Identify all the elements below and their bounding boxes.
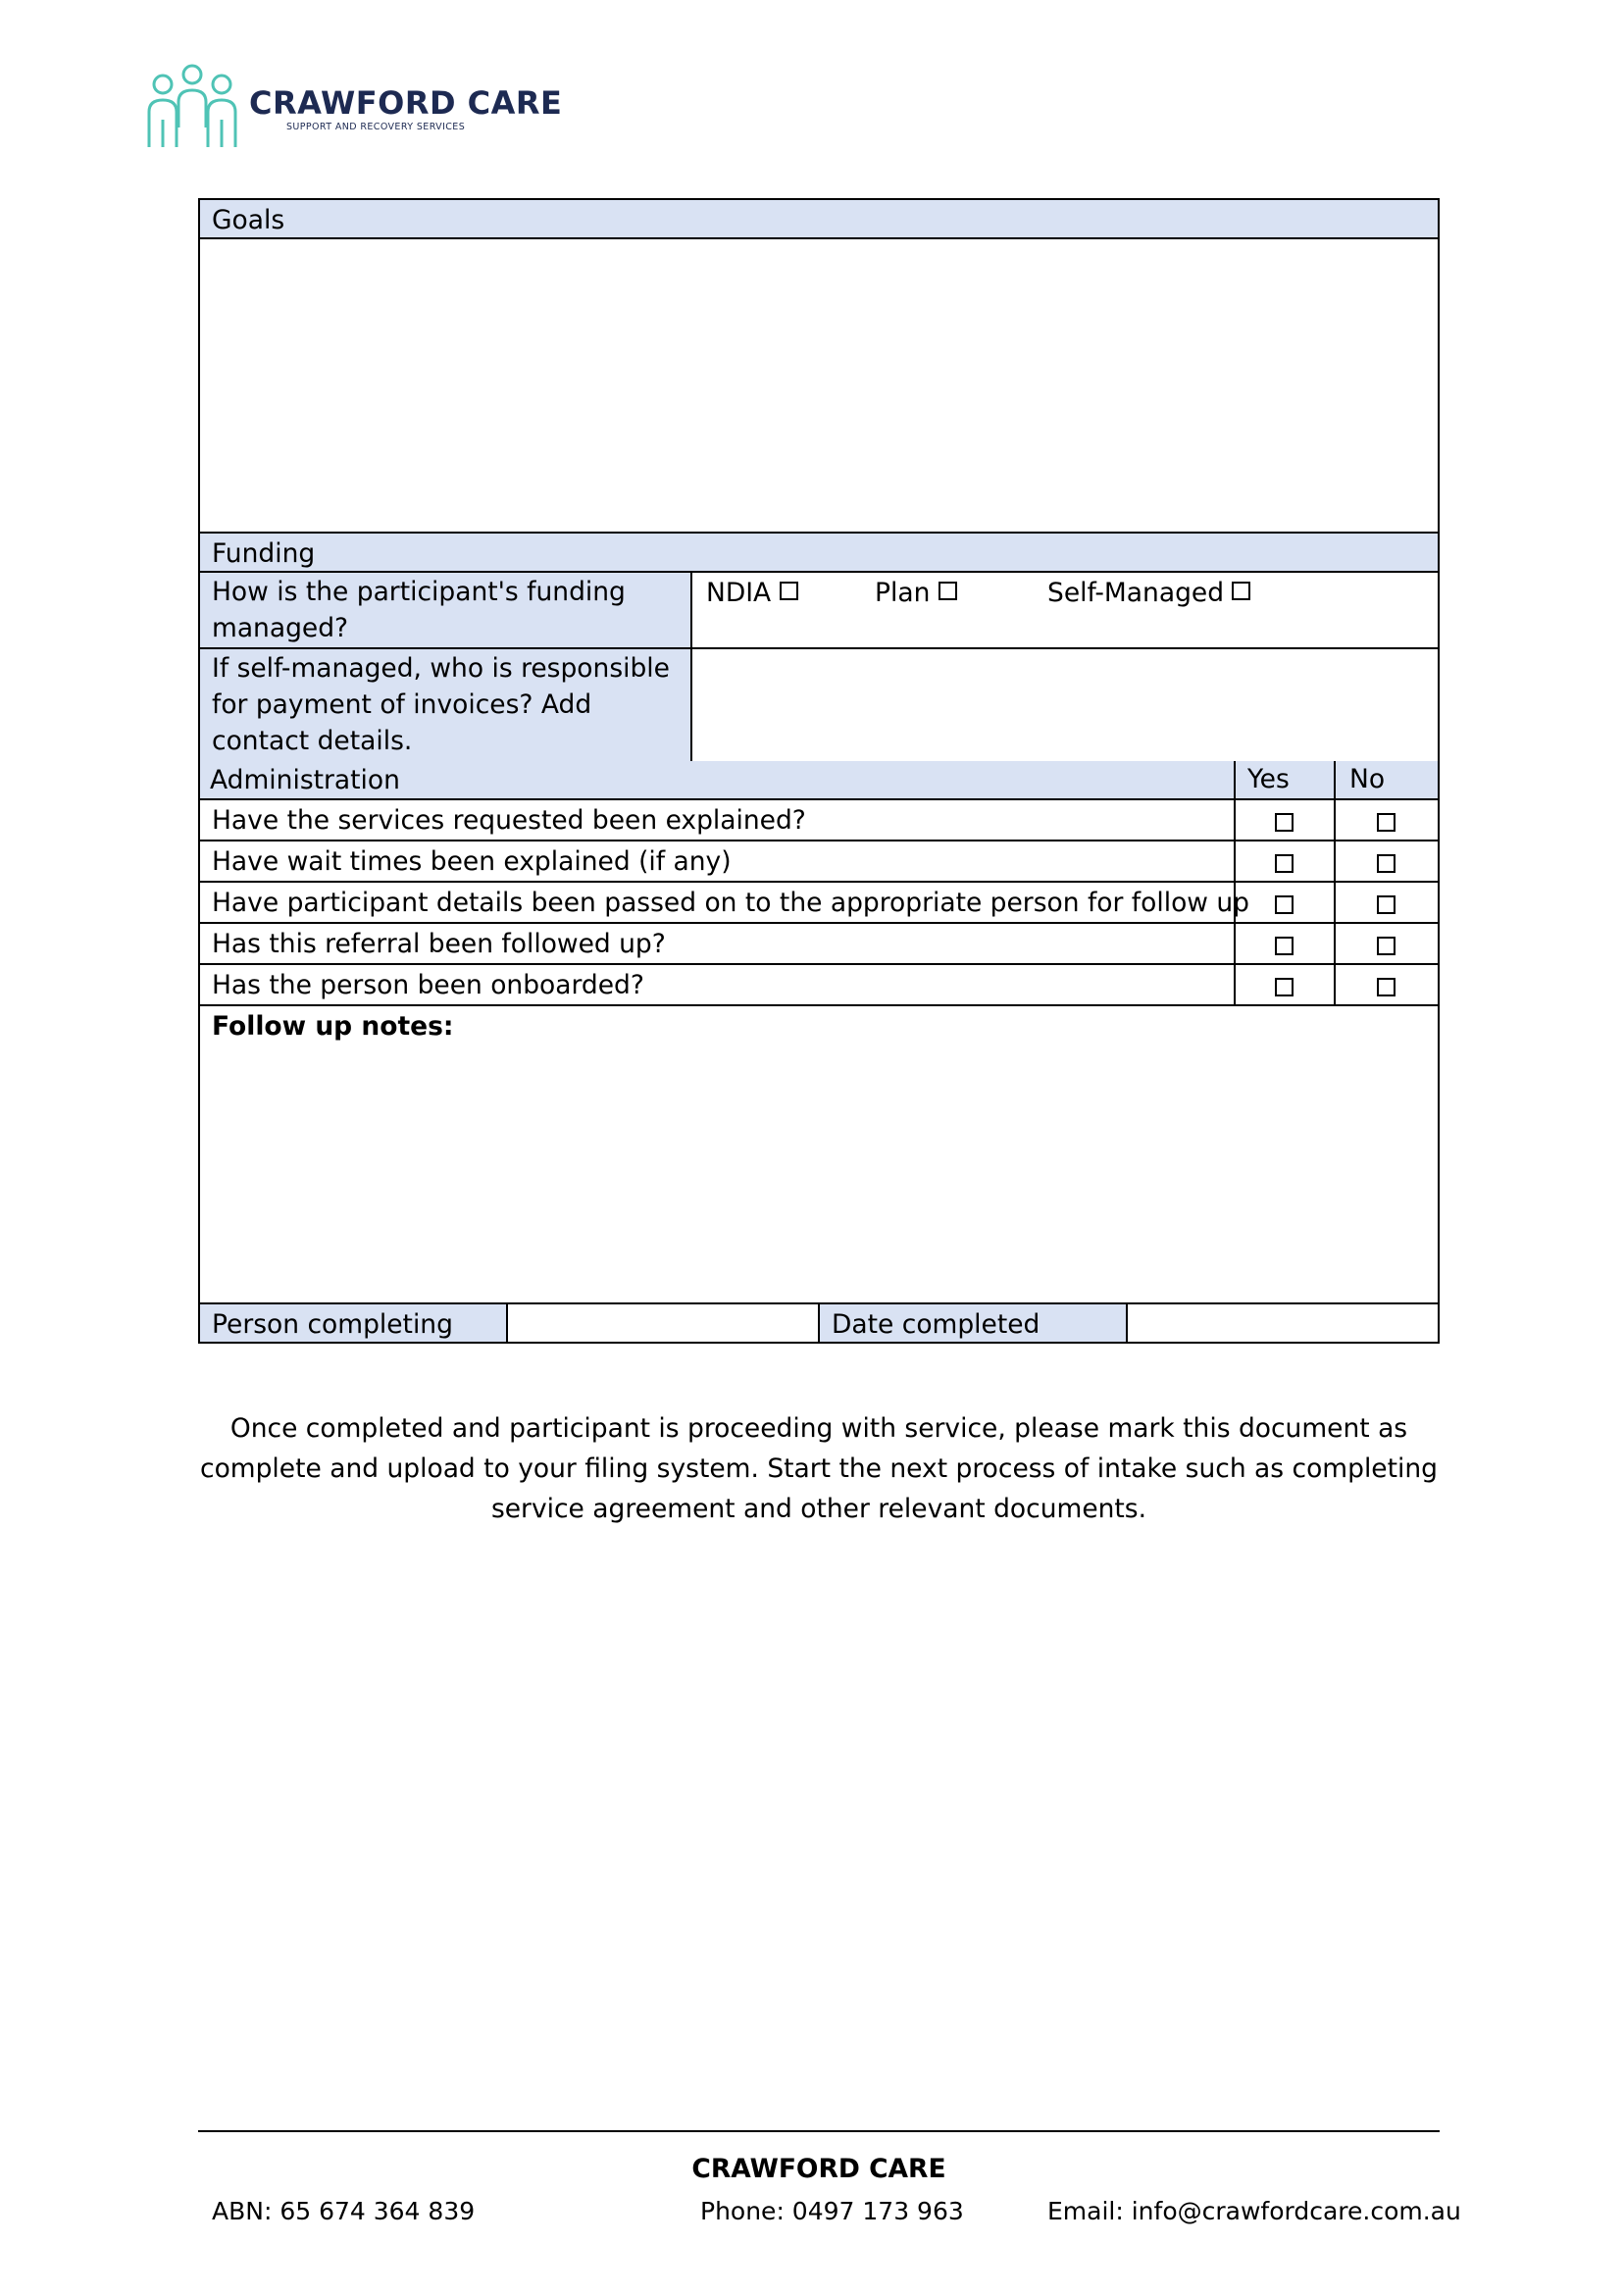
table-row (198, 798, 1440, 841)
administration-label-cell (198, 761, 1234, 800)
self-managed-checkbox[interactable] (1232, 582, 1250, 600)
invoice-payment-question: If self-managed, who is responsible for payment of invoices? Add contact details. (198, 647, 692, 763)
yes-checkbox[interactable] (1275, 978, 1294, 996)
goals-field[interactable] (198, 237, 1440, 534)
brand-tagline: SUPPORT AND RECOVERY SERVICES (286, 122, 466, 132)
admin-question: Has the person been onboarded? (212, 970, 644, 1000)
no-header: No (1334, 761, 1440, 800)
funding-method-question: How is the participant's funding managed? (198, 571, 692, 649)
yes-header: Yes (1234, 761, 1336, 800)
date-completed-label-cell (818, 1302, 1128, 1344)
administration-header (198, 761, 1440, 800)
table-row (198, 840, 1440, 883)
plan-checkbox[interactable] (939, 582, 957, 600)
person-completing-label-cell (198, 1302, 508, 1344)
table-row (198, 881, 1440, 924)
instructions-paragraph: Once completed and participant is proceeding with service, please mark this document as complete and upload to your filing system. Start the next process of intake such as completing service agreement and other relevant documents. (200, 1413, 1438, 1524)
goals-label: Goals (212, 205, 285, 235)
yes-checkbox[interactable] (1275, 854, 1294, 873)
brand-name: CRAWFORD CARE (249, 84, 563, 122)
no-checkbox[interactable] (1377, 937, 1396, 955)
admin-question: Have wait times been explained (if any) (212, 846, 732, 877)
no-checkbox[interactable] (1377, 978, 1396, 996)
follow-up-notes-label: Follow up notes: (212, 1011, 454, 1042)
yes-checkbox[interactable] (1275, 937, 1294, 955)
people-icon (143, 63, 241, 149)
yes-checkbox[interactable] (1275, 895, 1294, 914)
person-completing-label: Person completing (212, 1309, 453, 1340)
table-row (198, 922, 1440, 965)
funding-header (198, 532, 1440, 573)
yes-checkbox[interactable] (1275, 813, 1294, 832)
footer-email: Email: info@crawfordcare.com.au (1047, 2197, 1461, 2225)
option-ndia[interactable]: NDIA (706, 575, 798, 611)
completion-row (198, 1302, 1440, 1344)
footer-company-name: CRAWFORD CARE (691, 2154, 946, 2184)
intake-form (198, 198, 1440, 1344)
invoice-payment-field[interactable] (690, 647, 1440, 763)
footer-phone: Phone: 0497 173 963 (700, 2197, 964, 2225)
no-checkbox[interactable] (1377, 854, 1396, 873)
company-logo (143, 63, 563, 153)
footer-divider (198, 2130, 1440, 2132)
admin-question: Have participant details been passed on to the appropriate person for follow up (212, 888, 1249, 918)
person-completing-field[interactable] (506, 1302, 820, 1344)
footer-abn: ABN: 65 674 364 839 (212, 2197, 476, 2225)
table-row (198, 963, 1440, 1006)
date-completed-label: Date completed (832, 1309, 1040, 1340)
option-plan[interactable]: Plan (875, 575, 957, 611)
funding-method-options (690, 571, 1440, 649)
no-checkbox[interactable] (1377, 895, 1396, 914)
funding-method-row (198, 571, 1440, 649)
no-checkbox[interactable] (1377, 813, 1396, 832)
administration-label: Administration (210, 765, 400, 795)
goals-header (198, 198, 1440, 239)
invoice-payment-row (198, 647, 1440, 763)
ndia-checkbox[interactable] (780, 582, 798, 600)
option-self-managed[interactable]: Self-Managed (1047, 575, 1250, 611)
follow-up-notes-field[interactable] (198, 1004, 1440, 1304)
admin-question: Have the services requested been explained? (212, 805, 806, 836)
date-completed-field[interactable] (1126, 1302, 1440, 1344)
admin-question: Has this referral been followed up? (212, 929, 666, 959)
funding-label: Funding (212, 538, 316, 569)
